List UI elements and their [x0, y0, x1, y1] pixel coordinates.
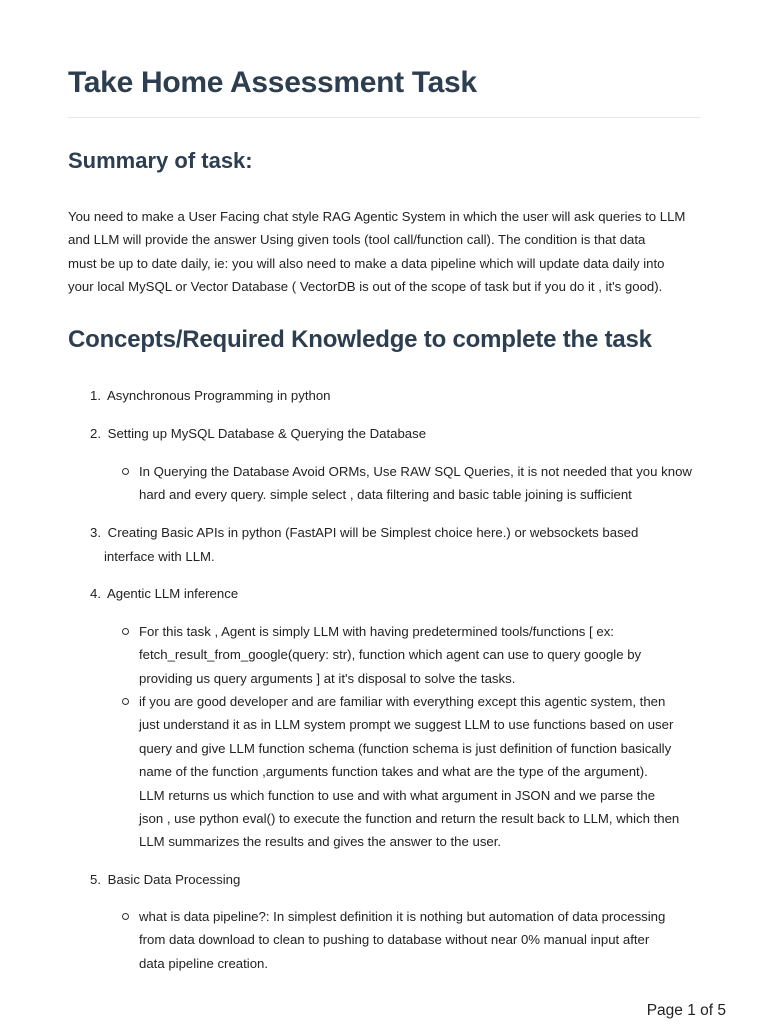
sub-bullet-line: providing us query arguments ] at it's disposal to solve the tasks.: [139, 670, 516, 686]
sub-bullet-line: LLM summarizes the results and gives the answer to the user.: [139, 834, 502, 850]
sub-bullet: [139, 905, 665, 975]
list-item-number: 2.: [90, 426, 101, 441]
sub-bullet-line: data pipeline creation.: [139, 955, 269, 971]
sub-bullet-line: from data download to clean to pushing to database without near 0% manual input after: [139, 932, 650, 948]
summary-line: and LLM will provide the answer Using given tools (tool call/function call). The condition is that data: [68, 232, 646, 248]
list-item-number: 5.: [90, 872, 101, 887]
sub-bullet-line: LLM returns us which function to use and with what argument in JSON and we parse the: [139, 787, 656, 803]
sub-bullet: [139, 620, 641, 690]
sub-bullet-line: hard and every query. simple select , data filtering and basic table joining is sufficient: [139, 487, 632, 503]
list-item-number: 3.: [90, 525, 101, 540]
list-item-2: [90, 422, 426, 445]
sub-bullet-line: what is data pipeline?: In simplest definition it is nothing but automation of data processing: [139, 909, 666, 924]
concepts-heading: Concepts/Required Knowledge to complete the task: [68, 326, 652, 353]
list-item-3-continuation: [104, 545, 215, 568]
list-item-5: [90, 868, 240, 891]
sub-bullet: [139, 690, 679, 854]
sub-bullet-line: just understand it as in LLM system prompt we suggest LLM to use functions based on user: [139, 717, 674, 733]
sub-bullet-line: In Querying the Database Avoid ORMs, Use RAW SQL Queries, it is not needed that you know: [139, 464, 692, 479]
list-item-text: Creating Basic APIs in python (FastAPI will be Simplest choice here.) or websockets based: [107, 525, 639, 540]
summary-paragraph: [68, 205, 708, 299]
list-item-3: [90, 521, 638, 544]
summary-line: your local MySQL or Vector Database ( VectorDB is out of the scope of task but if you do it , it's good).: [68, 279, 663, 295]
list-item-1: [90, 384, 331, 407]
sub-bullet-line: json , use python eval() to execute the function and return the result back to LLM, which then: [139, 811, 680, 827]
list-item-text: interface with LLM.: [104, 549, 215, 564]
list-item-number: 4.: [90, 586, 101, 601]
sub-bullet-line: query and give LLM function schema (function schema is just definition of function basically: [139, 740, 672, 756]
list-item-number: 1.: [90, 388, 101, 403]
bullet-icon: [122, 698, 129, 705]
list-item-text: Agentic LLM inference: [106, 586, 239, 601]
sub-bullet-line: fetch_result_from_google(query: str), function which agent can use to query google by: [139, 647, 642, 663]
list-item-text: Asynchronous Programming in python: [106, 388, 331, 403]
title-divider: [68, 117, 700, 118]
list-item-text: Setting up MySQL Database & Querying the Database: [107, 426, 427, 441]
sub-bullet-line: if you are good developer and are familiar with everything except this agentic system, then: [139, 694, 666, 709]
bullet-icon: [122, 468, 129, 475]
bullet-icon: [122, 913, 129, 920]
bullet-icon: [122, 628, 129, 635]
list-item-text: Basic Data Processing: [107, 872, 241, 887]
summary-line: You need to make a User Facing chat style RAG Agentic System in which the user will ask queries to LLM: [68, 209, 686, 224]
page-title: Take Home Assessment Task: [68, 66, 477, 99]
sub-bullet: [139, 460, 692, 507]
summary-heading: Summary of task:: [68, 148, 253, 173]
page-number: Page 1 of 5: [646, 1002, 726, 1019]
list-item-4: [90, 582, 238, 605]
summary-line: must be up to date daily, ie: you will also need to make a data pipeline which will update data daily into: [68, 255, 665, 271]
sub-bullet-line: name of the function ,arguments function takes and what are the type of the argument).: [139, 764, 648, 780]
sub-bullet-line: For this task , Agent is simply LLM with having predetermined tools/functions [ ex:: [139, 624, 614, 639]
